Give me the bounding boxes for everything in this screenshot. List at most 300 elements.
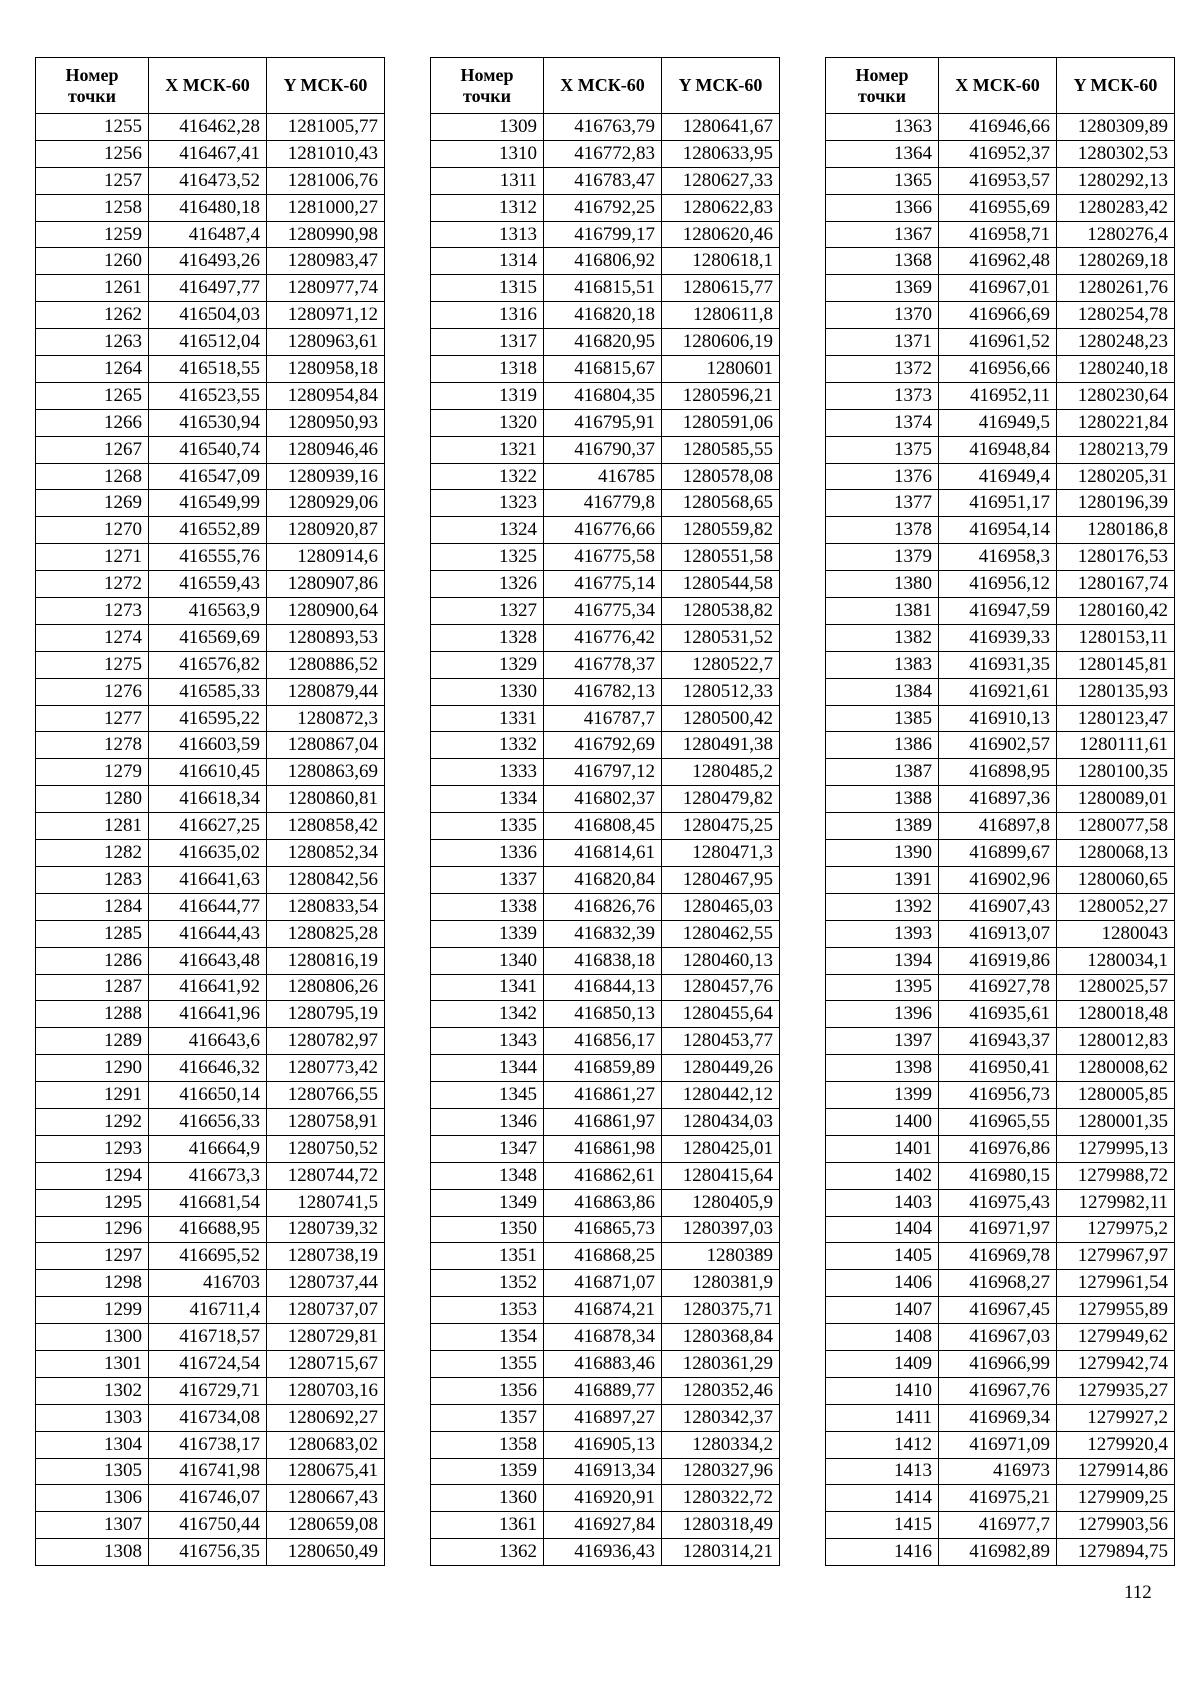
point-number-cell: 1406 xyxy=(826,1270,939,1297)
y-coordinate-cell: 1280675,41 xyxy=(267,1458,385,1485)
table-row xyxy=(431,571,780,598)
point-number-cell: 1348 xyxy=(431,1162,544,1189)
header-y-coordinate: Y МСК-60 xyxy=(1057,58,1175,114)
table-row xyxy=(431,813,780,840)
point-number-cell: 1307 xyxy=(36,1512,149,1539)
x-coordinate-cell: 416738,17 xyxy=(149,1431,267,1458)
table-row xyxy=(431,678,780,705)
x-coordinate-cell: 416664,9 xyxy=(149,1135,267,1162)
table-row xyxy=(826,1512,1175,1539)
table-row xyxy=(826,893,1175,920)
x-coordinate-cell: 416958,71 xyxy=(939,221,1057,248)
y-coordinate-cell: 1281010,43 xyxy=(267,140,385,167)
table-row xyxy=(826,759,1175,786)
point-number-cell: 1269 xyxy=(36,490,149,517)
point-number-cell: 1397 xyxy=(826,1028,939,1055)
y-coordinate-cell: 1280462,55 xyxy=(662,920,780,947)
table-row xyxy=(36,598,385,625)
table-row xyxy=(36,893,385,920)
y-coordinate-cell: 1280893,53 xyxy=(267,624,385,651)
table-row xyxy=(36,1377,385,1404)
x-coordinate-cell: 416783,47 xyxy=(544,167,662,194)
x-coordinate-cell: 416850,13 xyxy=(544,1001,662,1028)
x-coordinate-cell: 416775,14 xyxy=(544,571,662,598)
x-coordinate-cell: 416806,92 xyxy=(544,248,662,275)
point-number-cell: 1306 xyxy=(36,1485,149,1512)
x-coordinate-cell: 416862,61 xyxy=(544,1162,662,1189)
x-coordinate-cell: 416782,13 xyxy=(544,678,662,705)
x-coordinate-cell: 416861,27 xyxy=(544,1082,662,1109)
table-row xyxy=(431,866,780,893)
table-row xyxy=(431,1135,780,1162)
y-coordinate-cell: 1280611,8 xyxy=(662,302,780,329)
point-number-cell: 1261 xyxy=(36,275,149,302)
point-number-cell: 1399 xyxy=(826,1082,939,1109)
x-coordinate-cell: 416967,76 xyxy=(939,1377,1057,1404)
table-row xyxy=(826,302,1175,329)
table-row xyxy=(431,1350,780,1377)
table-row xyxy=(826,947,1175,974)
point-number-cell: 1279 xyxy=(36,759,149,786)
y-coordinate-cell: 1280465,03 xyxy=(662,893,780,920)
y-coordinate-cell: 1280738,19 xyxy=(267,1243,385,1270)
table-row xyxy=(36,302,385,329)
x-coordinate-cell: 416643,6 xyxy=(149,1028,267,1055)
y-coordinate-cell: 1280852,34 xyxy=(267,840,385,867)
table-row xyxy=(826,1055,1175,1082)
y-coordinate-cell: 1279995,13 xyxy=(1057,1135,1175,1162)
table-row xyxy=(826,1485,1175,1512)
point-number-cell: 1355 xyxy=(431,1350,544,1377)
y-coordinate-cell: 1280397,03 xyxy=(662,1216,780,1243)
point-number-cell: 1286 xyxy=(36,947,149,974)
y-coordinate-cell: 1280578,08 xyxy=(662,463,780,490)
table-row xyxy=(36,624,385,651)
y-coordinate-cell: 1280920,87 xyxy=(267,517,385,544)
x-coordinate-cell: 416559,43 xyxy=(149,571,267,598)
y-coordinate-cell: 1280606,19 xyxy=(662,329,780,356)
point-number-cell: 1339 xyxy=(431,920,544,947)
table-row xyxy=(431,275,780,302)
table-row xyxy=(36,490,385,517)
point-number-cell: 1331 xyxy=(431,705,544,732)
y-coordinate-cell: 1280434,03 xyxy=(662,1108,780,1135)
x-coordinate-cell: 416681,54 xyxy=(149,1189,267,1216)
point-number-cell: 1285 xyxy=(36,920,149,947)
y-coordinate-cell: 1280863,69 xyxy=(267,759,385,786)
y-coordinate-cell: 1280334,2 xyxy=(662,1431,780,1458)
y-coordinate-cell: 1280318,49 xyxy=(662,1512,780,1539)
point-number-cell: 1364 xyxy=(826,140,939,167)
x-coordinate-cell: 416641,92 xyxy=(149,974,267,1001)
table-row xyxy=(36,1350,385,1377)
point-number-cell: 1300 xyxy=(36,1324,149,1351)
x-coordinate-cell: 416927,78 xyxy=(939,974,1057,1001)
x-coordinate-cell: 416540,74 xyxy=(149,436,267,463)
point-number-cell: 1382 xyxy=(826,624,939,651)
y-coordinate-cell: 1280135,93 xyxy=(1057,678,1175,705)
y-coordinate-cell: 1279982,11 xyxy=(1057,1189,1175,1216)
table-row xyxy=(826,1082,1175,1109)
x-coordinate-cell: 416868,25 xyxy=(544,1243,662,1270)
y-coordinate-cell: 1280729,81 xyxy=(267,1324,385,1351)
point-number-cell: 1376 xyxy=(826,463,939,490)
coordinates-table-3 xyxy=(825,57,1175,1566)
y-coordinate-cell: 1280034,1 xyxy=(1057,947,1175,974)
point-number-cell: 1408 xyxy=(826,1324,939,1351)
x-coordinate-cell: 416775,34 xyxy=(544,598,662,625)
point-number-cell: 1357 xyxy=(431,1404,544,1431)
point-number-cell: 1363 xyxy=(826,114,939,141)
x-coordinate-cell: 416792,69 xyxy=(544,732,662,759)
x-coordinate-cell: 416832,39 xyxy=(544,920,662,947)
table-row xyxy=(826,598,1175,625)
x-coordinate-cell: 416943,37 xyxy=(939,1028,1057,1055)
y-coordinate-cell: 1280415,64 xyxy=(662,1162,780,1189)
y-coordinate-cell: 1280983,47 xyxy=(267,248,385,275)
point-number-cell: 1400 xyxy=(826,1108,939,1135)
x-coordinate-cell: 416969,34 xyxy=(939,1404,1057,1431)
table-row xyxy=(431,1377,780,1404)
header-x-coordinate: X МСК-60 xyxy=(149,58,267,114)
y-coordinate-cell: 1280460,13 xyxy=(662,947,780,974)
y-coordinate-cell: 1280111,61 xyxy=(1057,732,1175,759)
y-coordinate-cell: 1280186,8 xyxy=(1057,517,1175,544)
x-coordinate-cell: 416953,57 xyxy=(939,167,1057,194)
x-coordinate-cell: 416931,35 xyxy=(939,651,1057,678)
point-number-cell: 1416 xyxy=(826,1539,939,1566)
point-number-cell: 1322 xyxy=(431,463,544,490)
table-row xyxy=(826,544,1175,571)
point-number-cell: 1385 xyxy=(826,705,939,732)
table-row xyxy=(826,651,1175,678)
y-coordinate-cell: 1280322,72 xyxy=(662,1485,780,1512)
table-row xyxy=(826,866,1175,893)
table-row xyxy=(431,1055,780,1082)
y-coordinate-cell: 1280766,55 xyxy=(267,1082,385,1109)
point-number-cell: 1404 xyxy=(826,1216,939,1243)
y-coordinate-cell: 1280314,21 xyxy=(662,1539,780,1566)
header-y-coordinate: Y МСК-60 xyxy=(267,58,385,114)
x-coordinate-cell: 416729,71 xyxy=(149,1377,267,1404)
x-coordinate-cell: 416920,91 xyxy=(544,1485,662,1512)
y-coordinate-cell: 1280825,28 xyxy=(267,920,385,947)
x-coordinate-cell: 416741,98 xyxy=(149,1458,267,1485)
table-row xyxy=(826,1297,1175,1324)
x-coordinate-cell: 416965,55 xyxy=(939,1108,1057,1135)
x-coordinate-cell: 416473,52 xyxy=(149,167,267,194)
point-number-cell: 1347 xyxy=(431,1135,544,1162)
point-number-cell: 1313 xyxy=(431,221,544,248)
x-coordinate-cell: 416897,36 xyxy=(939,786,1057,813)
point-number-cell: 1362 xyxy=(431,1539,544,1566)
x-coordinate-cell: 416563,9 xyxy=(149,598,267,625)
y-coordinate-cell: 1279935,27 xyxy=(1057,1377,1175,1404)
x-coordinate-cell: 416763,79 xyxy=(544,114,662,141)
y-coordinate-cell: 1280929,06 xyxy=(267,490,385,517)
table-row xyxy=(36,974,385,1001)
table-row xyxy=(431,140,780,167)
table-row xyxy=(826,1539,1175,1566)
x-coordinate-cell: 416844,13 xyxy=(544,974,662,1001)
point-number-cell: 1373 xyxy=(826,382,939,409)
x-coordinate-cell: 416815,67 xyxy=(544,356,662,383)
y-coordinate-cell: 1280782,97 xyxy=(267,1028,385,1055)
table-row xyxy=(826,167,1175,194)
table-row xyxy=(36,275,385,302)
x-coordinate-cell: 416956,12 xyxy=(939,571,1057,598)
point-number-cell: 1284 xyxy=(36,893,149,920)
table-row xyxy=(36,436,385,463)
x-coordinate-cell: 416949,4 xyxy=(939,463,1057,490)
point-number-cell: 1370 xyxy=(826,302,939,329)
x-coordinate-cell: 416518,55 xyxy=(149,356,267,383)
point-number-cell: 1303 xyxy=(36,1404,149,1431)
point-number-cell: 1379 xyxy=(826,544,939,571)
table-row xyxy=(36,1055,385,1082)
point-number-cell: 1282 xyxy=(36,840,149,867)
x-coordinate-cell: 416641,96 xyxy=(149,1001,267,1028)
x-coordinate-cell: 416971,09 xyxy=(939,1431,1057,1458)
x-coordinate-cell: 416969,78 xyxy=(939,1243,1057,1270)
point-number-cell: 1407 xyxy=(826,1297,939,1324)
table-row xyxy=(826,840,1175,867)
y-coordinate-cell: 1280283,42 xyxy=(1057,194,1175,221)
x-coordinate-cell: 416750,44 xyxy=(149,1512,267,1539)
y-coordinate-cell: 1280248,23 xyxy=(1057,329,1175,356)
table-row xyxy=(36,248,385,275)
x-coordinate-cell: 416913,34 xyxy=(544,1458,662,1485)
x-coordinate-cell: 416973 xyxy=(939,1458,1057,1485)
x-coordinate-cell: 416776,42 xyxy=(544,624,662,651)
y-coordinate-cell: 1280475,25 xyxy=(662,813,780,840)
x-coordinate-cell: 416946,66 xyxy=(939,114,1057,141)
y-coordinate-cell: 1280963,61 xyxy=(267,329,385,356)
point-number-cell: 1378 xyxy=(826,517,939,544)
table-row xyxy=(826,221,1175,248)
x-coordinate-cell: 416650,14 xyxy=(149,1082,267,1109)
x-coordinate-cell: 416902,96 xyxy=(939,866,1057,893)
table-row xyxy=(826,1162,1175,1189)
y-coordinate-cell: 1280538,82 xyxy=(662,598,780,625)
point-number-cell: 1277 xyxy=(36,705,149,732)
y-coordinate-cell: 1281005,77 xyxy=(267,114,385,141)
table-row xyxy=(826,1324,1175,1351)
x-coordinate-cell: 416913,07 xyxy=(939,920,1057,947)
x-coordinate-cell: 416804,35 xyxy=(544,382,662,409)
point-number-cell: 1265 xyxy=(36,382,149,409)
table-row xyxy=(826,1377,1175,1404)
y-coordinate-cell: 1279988,72 xyxy=(1057,1162,1175,1189)
y-coordinate-cell: 1280806,26 xyxy=(267,974,385,1001)
y-coordinate-cell: 1280309,89 xyxy=(1057,114,1175,141)
point-number-cell: 1341 xyxy=(431,974,544,1001)
point-number-cell: 1344 xyxy=(431,1055,544,1082)
table-row xyxy=(36,114,385,141)
point-number-cell: 1329 xyxy=(431,651,544,678)
x-coordinate-cell: 416939,33 xyxy=(939,624,1057,651)
x-coordinate-cell: 416889,77 xyxy=(544,1377,662,1404)
x-coordinate-cell: 416778,37 xyxy=(544,651,662,678)
table-row xyxy=(431,329,780,356)
point-number-cell: 1359 xyxy=(431,1458,544,1485)
y-coordinate-cell: 1280620,46 xyxy=(662,221,780,248)
y-coordinate-cell: 1279949,62 xyxy=(1057,1324,1175,1351)
table-row xyxy=(431,947,780,974)
y-coordinate-cell: 1280886,52 xyxy=(267,651,385,678)
table-row xyxy=(36,1135,385,1162)
point-number-cell: 1413 xyxy=(826,1458,939,1485)
x-coordinate-cell: 416555,76 xyxy=(149,544,267,571)
table-row xyxy=(431,194,780,221)
table-row xyxy=(431,920,780,947)
y-coordinate-cell: 1280500,42 xyxy=(662,705,780,732)
x-coordinate-cell: 416618,34 xyxy=(149,786,267,813)
y-coordinate-cell: 1280758,91 xyxy=(267,1108,385,1135)
table-row xyxy=(36,866,385,893)
y-coordinate-cell: 1280615,77 xyxy=(662,275,780,302)
point-number-cell: 1394 xyxy=(826,947,939,974)
table-row xyxy=(826,409,1175,436)
y-coordinate-cell: 1280946,46 xyxy=(267,436,385,463)
y-coordinate-cell: 1280692,27 xyxy=(267,1404,385,1431)
table-row xyxy=(36,705,385,732)
table-row xyxy=(826,1216,1175,1243)
x-coordinate-cell: 416549,99 xyxy=(149,490,267,517)
x-coordinate-cell: 416462,28 xyxy=(149,114,267,141)
table-row xyxy=(431,409,780,436)
point-number-cell: 1405 xyxy=(826,1243,939,1270)
x-coordinate-cell: 416907,43 xyxy=(939,893,1057,920)
y-coordinate-cell: 1280954,84 xyxy=(267,382,385,409)
y-coordinate-cell: 1280618,1 xyxy=(662,248,780,275)
point-number-cell: 1292 xyxy=(36,1108,149,1135)
table-row xyxy=(826,813,1175,840)
x-coordinate-cell: 416595,22 xyxy=(149,705,267,732)
table-row xyxy=(431,221,780,248)
table-row xyxy=(826,1189,1175,1216)
x-coordinate-cell: 416790,37 xyxy=(544,436,662,463)
x-coordinate-cell: 416734,08 xyxy=(149,1404,267,1431)
y-coordinate-cell: 1280145,81 xyxy=(1057,651,1175,678)
header-y-coordinate: Y МСК-60 xyxy=(662,58,780,114)
table-row xyxy=(826,114,1175,141)
point-number-cell: 1412 xyxy=(826,1431,939,1458)
point-number-cell: 1336 xyxy=(431,840,544,867)
point-number-cell: 1375 xyxy=(826,436,939,463)
point-number-cell: 1321 xyxy=(431,436,544,463)
x-coordinate-cell: 416859,89 xyxy=(544,1055,662,1082)
y-coordinate-cell: 1280914,6 xyxy=(267,544,385,571)
point-number-cell: 1309 xyxy=(431,114,544,141)
y-coordinate-cell: 1280585,55 xyxy=(662,436,780,463)
point-number-cell: 1386 xyxy=(826,732,939,759)
point-number-cell: 1398 xyxy=(826,1055,939,1082)
point-number-cell: 1298 xyxy=(36,1270,149,1297)
y-coordinate-cell: 1280261,76 xyxy=(1057,275,1175,302)
y-coordinate-cell: 1280230,64 xyxy=(1057,382,1175,409)
point-number-cell: 1390 xyxy=(826,840,939,867)
coordinates-table-2 xyxy=(430,57,780,1566)
point-number-cell: 1337 xyxy=(431,866,544,893)
x-coordinate-cell: 416861,98 xyxy=(544,1135,662,1162)
point-number-cell: 1332 xyxy=(431,732,544,759)
y-coordinate-cell: 1280052,27 xyxy=(1057,893,1175,920)
x-coordinate-cell: 416480,18 xyxy=(149,194,267,221)
y-coordinate-cell: 1280715,67 xyxy=(267,1350,385,1377)
header-point-number: Номер точки xyxy=(826,58,939,114)
table-row xyxy=(36,221,385,248)
point-number-cell: 1304 xyxy=(36,1431,149,1458)
table-row xyxy=(36,1082,385,1109)
table-row xyxy=(826,732,1175,759)
point-number-cell: 1392 xyxy=(826,893,939,920)
point-number-cell: 1278 xyxy=(36,732,149,759)
point-number-cell: 1272 xyxy=(36,571,149,598)
table-row xyxy=(826,1350,1175,1377)
table-row xyxy=(36,678,385,705)
y-coordinate-cell: 1280213,79 xyxy=(1057,436,1175,463)
x-coordinate-cell: 416971,97 xyxy=(939,1216,1057,1243)
x-coordinate-cell: 416897,8 xyxy=(939,813,1057,840)
table-row xyxy=(36,463,385,490)
point-number-cell: 1354 xyxy=(431,1324,544,1351)
table-row xyxy=(431,544,780,571)
y-coordinate-cell: 1280872,3 xyxy=(267,705,385,732)
y-coordinate-cell: 1280327,96 xyxy=(662,1458,780,1485)
table-row xyxy=(826,974,1175,1001)
table-row xyxy=(826,329,1175,356)
point-number-cell: 1275 xyxy=(36,651,149,678)
point-number-cell: 1270 xyxy=(36,517,149,544)
point-number-cell: 1391 xyxy=(826,866,939,893)
x-coordinate-cell: 416497,77 xyxy=(149,275,267,302)
point-number-cell: 1326 xyxy=(431,571,544,598)
y-coordinate-cell: 1280467,95 xyxy=(662,866,780,893)
y-coordinate-cell: 1280442,12 xyxy=(662,1082,780,1109)
x-coordinate-cell: 416576,82 xyxy=(149,651,267,678)
y-coordinate-cell: 1279920,4 xyxy=(1057,1431,1175,1458)
point-number-cell: 1324 xyxy=(431,517,544,544)
y-coordinate-cell: 1280240,18 xyxy=(1057,356,1175,383)
header-x-coordinate: X МСК-60 xyxy=(544,58,662,114)
table-row xyxy=(431,1270,780,1297)
table-row xyxy=(826,705,1175,732)
y-coordinate-cell: 1280368,84 xyxy=(662,1324,780,1351)
table-row xyxy=(36,1431,385,1458)
table-row xyxy=(826,1135,1175,1162)
x-coordinate-cell: 416968,27 xyxy=(939,1270,1057,1297)
table-row xyxy=(431,705,780,732)
point-number-cell: 1273 xyxy=(36,598,149,625)
y-coordinate-cell: 1279927,2 xyxy=(1057,1404,1175,1431)
point-number-cell: 1361 xyxy=(431,1512,544,1539)
y-coordinate-cell: 1280375,71 xyxy=(662,1297,780,1324)
y-coordinate-cell: 1280641,67 xyxy=(662,114,780,141)
x-coordinate-cell: 416899,67 xyxy=(939,840,1057,867)
table-row xyxy=(36,1108,385,1135)
y-coordinate-cell: 1280196,39 xyxy=(1057,490,1175,517)
y-coordinate-cell: 1280077,58 xyxy=(1057,813,1175,840)
y-coordinate-cell: 1280001,35 xyxy=(1057,1108,1175,1135)
table-row xyxy=(36,1216,385,1243)
table-row xyxy=(431,1458,780,1485)
x-coordinate-cell: 416467,41 xyxy=(149,140,267,167)
x-coordinate-cell: 416610,45 xyxy=(149,759,267,786)
point-number-cell: 1316 xyxy=(431,302,544,329)
point-number-cell: 1302 xyxy=(36,1377,149,1404)
point-number-cell: 1350 xyxy=(431,1216,544,1243)
